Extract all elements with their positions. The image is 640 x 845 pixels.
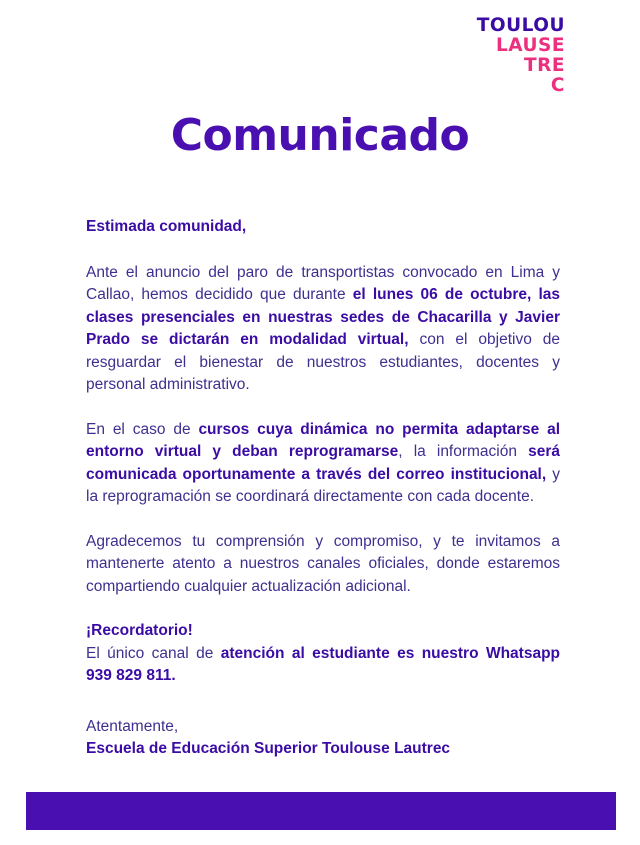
salutation: Estimada comunidad,: [86, 218, 247, 235]
reminder-heading: ¡Recordatorio!: [86, 622, 193, 639]
logo-line-3: TRE: [523, 55, 565, 76]
reminder-whatsapp: atención al estudiante es nuestro Whatsapp 939 829 811.: [86, 644, 561, 684]
paragraph-reminder: [86, 620, 560, 688]
logo-line-1: TOULOU: [476, 15, 565, 36]
paragraph-thanks: Agradecemos tu comprensión y compromiso, y te invitamos a mantenerte atento a nuestros canales oficiales, donde estaremos compartiendo cualquier actualización adicional.: [86, 532, 560, 595]
p1-bold-1: el lunes 06 de octubre, las clases presenciales en nuestras sedes de Chacarilla y Javier Prado se dictarán en modalidad virtual,: [86, 286, 560, 348]
p2-bold-1: cursos cuya dinámica no permita adaptarse al entorno virtual y deban reprogramarse: [86, 420, 561, 460]
paragraph-rescheduling: [86, 419, 560, 509]
p1-text-2: con el objetivo de resguardar el bienestar de nuestros estudiantes, docentes y personal administrativo.: [86, 331, 560, 393]
logo-line-4: C: [550, 75, 565, 96]
p2-text-3: y la reprogramación se coordinará directamente con cada docente.: [86, 465, 561, 505]
p2-text-1: En el caso de: [86, 420, 199, 438]
logo-line-2: LAUSE: [495, 35, 565, 56]
page-title: Comunicado: [170, 110, 470, 161]
paragraph-strike-announcement: [86, 262, 560, 397]
closing-signature: Escuela de Educación Superior Toulouse Lautrec: [86, 740, 451, 757]
toulouse-lautrec-logo: [459, 16, 569, 96]
p2-text-2: , la información: [398, 443, 529, 460]
closing: [86, 716, 560, 761]
reminder-text: El único canal de: [86, 644, 221, 662]
p1-text-1: Ante el anuncio del paro de transportistas convocado en Lima y Callao, hemos decidido que durante: [86, 263, 560, 303]
communique-body: [86, 216, 560, 783]
p2-bold-2: será comunicada oportunamente a través del correo institucional,: [86, 443, 560, 483]
footer-bar: [26, 792, 616, 830]
closing-line-1: Atentamente,: [86, 717, 179, 735]
